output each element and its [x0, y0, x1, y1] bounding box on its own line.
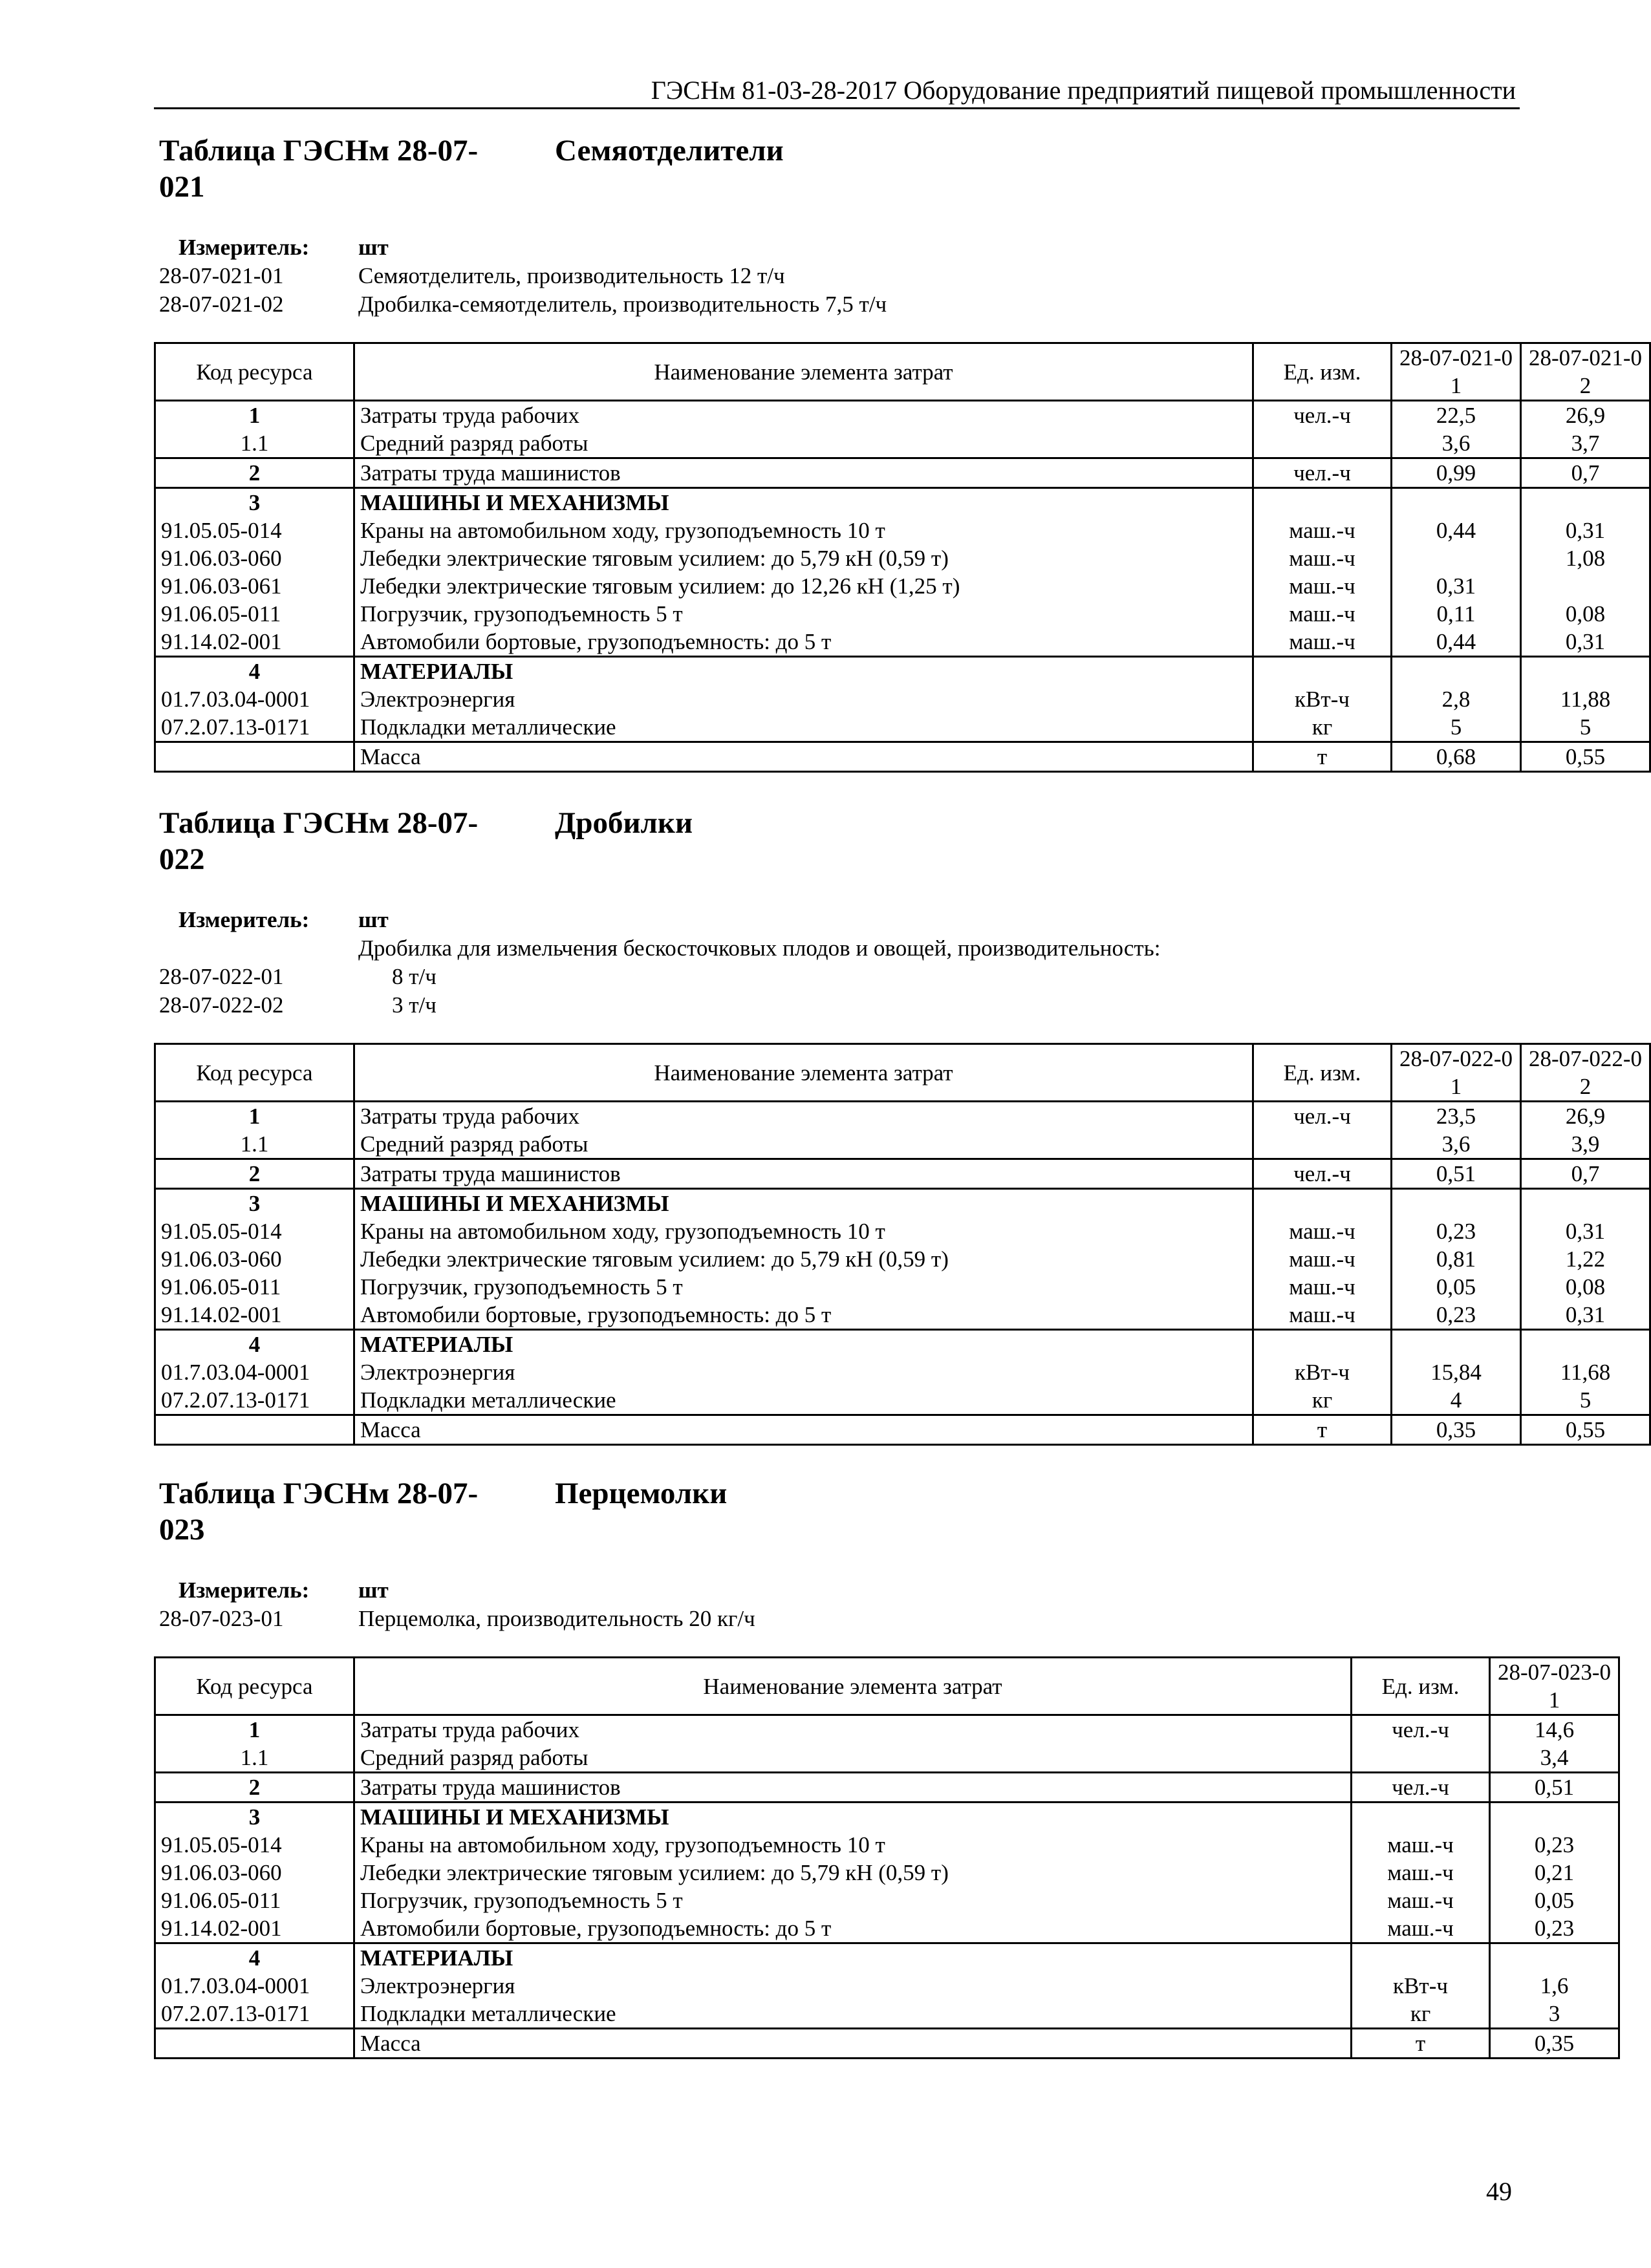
resource-code: 01.7.03.04-0001 [155, 1972, 354, 2000]
unit [1253, 657, 1392, 686]
table-row [155, 1273, 1650, 1301]
norm-section [154, 133, 1642, 773]
unit [1352, 1744, 1490, 1773]
resource-code: 4 [155, 657, 354, 686]
value [1392, 1330, 1521, 1359]
value [1521, 1189, 1650, 1218]
value [1521, 1330, 1650, 1359]
table-row [155, 1415, 1650, 1445]
value [1392, 657, 1521, 686]
value: 15,84 [1392, 1358, 1521, 1386]
unit: чел.-ч [1253, 458, 1392, 488]
cost-element-name: Краны на автомобильном ходу, грузоподъемность 10 т [354, 1217, 1253, 1245]
table-row [155, 1102, 1650, 1131]
cost-element-name: Масса [354, 2029, 1352, 2059]
value: 0,31 [1521, 628, 1650, 657]
table-name-title: Дробилки [555, 806, 693, 840]
unit: т [1253, 742, 1392, 772]
resource-code: 1.1 [155, 429, 354, 458]
unit: чел.-ч [1253, 1159, 1392, 1189]
table-row [155, 1301, 1650, 1330]
resource-code: 91.14.02-001 [155, 1914, 354, 1943]
table-row [155, 1831, 1619, 1859]
value: 26,9 [1521, 401, 1650, 430]
unit: маш.-ч [1253, 628, 1392, 657]
value: 3,4 [1490, 1744, 1619, 1773]
value: 0,23 [1392, 1217, 1521, 1245]
resource-code [155, 2029, 354, 2059]
value: 22,5 [1392, 401, 1521, 430]
unit [1253, 488, 1392, 517]
value: 0,05 [1392, 1273, 1521, 1301]
table-row [155, 1245, 1650, 1273]
table-name-title: Семяотделители [555, 134, 784, 167]
norm-item-desc: 3 т/ч [392, 992, 437, 1018]
cost-element-name: МАТЕРИАЛЫ [354, 1330, 1253, 1359]
cost-element-name: МАТЕРИАЛЫ [354, 1943, 1352, 1973]
column-header: 28-07-021-01 [1392, 343, 1521, 401]
unit [1253, 1189, 1392, 1218]
unit: маш.-ч [1253, 1217, 1392, 1245]
table-number-title: Таблица ГЭСНм 28-07-021 [159, 134, 479, 204]
unit [1253, 1130, 1392, 1159]
table-header-row [155, 1044, 1650, 1102]
value: 0,31 [1521, 517, 1650, 544]
table-row [155, 1386, 1650, 1415]
cost-element-name: Подкладки металлические [354, 1386, 1253, 1415]
value: 0,23 [1392, 1301, 1521, 1330]
resource-code: 2 [155, 1159, 354, 1189]
unit: маш.-ч [1253, 517, 1392, 544]
cost-element-name: МАТЕРИАЛЫ [354, 657, 1253, 686]
resource-code: 91.06.03-060 [155, 1245, 354, 1273]
unit: кг [1352, 2000, 1490, 2029]
resource-code: 91.14.02-001 [155, 628, 354, 657]
table-row [155, 657, 1650, 686]
value: 4 [1392, 1386, 1521, 1415]
table-row [155, 713, 1650, 742]
column-header: Код ресурса [155, 343, 354, 401]
table-row [155, 1887, 1619, 1914]
value [1392, 488, 1521, 517]
table-row [155, 458, 1650, 488]
resource-code: 3 [155, 1803, 354, 1832]
value: 0,11 [1392, 600, 1521, 628]
unit: кг [1253, 713, 1392, 742]
resource-code: 91.06.05-011 [155, 600, 354, 628]
unit: маш.-ч [1352, 1859, 1490, 1887]
cost-element-name: МАШИНЫ И МЕХАНИЗМЫ [354, 488, 1253, 517]
cost-element-name: Средний разряд работы [354, 1744, 1352, 1773]
cost-element-name: Затраты труда рабочих [354, 1715, 1352, 1744]
unit [1352, 1803, 1490, 1832]
table-number-title: Таблица ГЭСНм 28-07-023 [159, 1477, 479, 1546]
resource-code: 07.2.07.13-0171 [155, 1386, 354, 1415]
norm-item-desc: Семяотделитель, производительность 12 т/ч [358, 263, 785, 288]
value [1521, 572, 1650, 600]
table-row [155, 628, 1650, 657]
cost-element-name: Электроэнергия [354, 1972, 1352, 2000]
value: 3,6 [1392, 429, 1521, 458]
section-title [154, 1475, 1520, 1561]
value: 5 [1521, 1386, 1650, 1415]
value: 11,68 [1521, 1358, 1650, 1386]
table-row [155, 1744, 1619, 1773]
resource-code: 91.06.03-060 [155, 1859, 354, 1887]
column-header: Ед. изм. [1253, 343, 1392, 401]
resource-table [154, 1043, 1651, 1446]
resource-code: 4 [155, 1943, 354, 1973]
cost-element-name: Погрузчик, грузоподъемность 5 т [354, 1887, 1352, 1914]
unit: маш.-ч [1253, 600, 1392, 628]
unit: маш.-ч [1352, 1914, 1490, 1943]
cost-element-name: Затраты труда машинистов [354, 1773, 1352, 1803]
section-title [154, 805, 1520, 890]
resource-code: 1 [155, 401, 354, 430]
cost-element-name: Погрузчик, грузоподъемность 5 т [354, 600, 1253, 628]
value: 14,6 [1490, 1715, 1619, 1744]
resource-code: 91.05.05-014 [155, 1217, 354, 1245]
table-row [155, 1803, 1619, 1832]
table-row [155, 1972, 1619, 2000]
table-row [155, 2029, 1619, 2059]
value: 0,23 [1490, 1914, 1619, 1943]
norm-item [154, 290, 1520, 319]
norm-item [154, 963, 1520, 991]
cost-element-name: Лебедки электрические тяговым усилием: до 5,79 кН (0,59 т) [354, 544, 1253, 572]
value: 5 [1392, 713, 1521, 742]
resource-code: 91.05.05-014 [155, 1831, 354, 1859]
cost-element-name: Краны на автомобильном ходу, грузоподъемность 10 т [354, 1831, 1352, 1859]
cost-element-name: Автомобили бортовые, грузоподъемность: до 5 т [354, 1914, 1352, 1943]
table-row [155, 1859, 1619, 1887]
column-header: 28-07-022-01 [1392, 1044, 1521, 1102]
table-number-title: Таблица ГЭСНм 28-07-022 [159, 806, 479, 876]
value: 0,08 [1521, 600, 1650, 628]
cost-element-name: Затраты труда машинистов [354, 1159, 1253, 1189]
value: 2,8 [1392, 685, 1521, 713]
table-row [155, 544, 1650, 572]
table-row [155, 1715, 1619, 1744]
header-title: ГЭСНм 81-03-28-2017 Оборудование предприятий пищевой промышленности [651, 76, 1516, 105]
value: 0,7 [1521, 1159, 1650, 1189]
column-header: Код ресурса [155, 1658, 354, 1715]
column-header: 28-07-022-02 [1521, 1044, 1650, 1102]
table-row [155, 488, 1650, 517]
table-name-title: Перцемолки [555, 1477, 728, 1510]
value: 0,44 [1392, 517, 1521, 544]
meter-intro: Дробилка для измельчения бескосточковых плодов и овощей, производительность: [358, 936, 1161, 961]
value [1392, 544, 1521, 572]
unit: маш.-ч [1253, 544, 1392, 572]
unit: кг [1253, 1386, 1392, 1415]
resource-code: 1.1 [155, 1744, 354, 1773]
value: 0,08 [1521, 1273, 1650, 1301]
cost-element-name: Электроэнергия [354, 1358, 1253, 1386]
table-row [155, 600, 1650, 628]
value: 0,31 [1521, 1217, 1650, 1245]
table-row [155, 401, 1650, 430]
column-header: Ед. изм. [1253, 1044, 1392, 1102]
resource-code: 4 [155, 1330, 354, 1359]
value: 0,68 [1392, 742, 1521, 772]
cost-element-name: Подкладки металлические [354, 713, 1253, 742]
resource-code: 3 [155, 1189, 354, 1218]
unit: чел.-ч [1352, 1715, 1490, 1744]
value: 5 [1521, 713, 1650, 742]
value [1490, 1943, 1619, 1973]
cost-element-name: Автомобили бортовые, грузоподъемность: до 5 т [354, 628, 1253, 657]
cost-element-name: Лебедки электрические тяговым усилием: до 12,26 кН (1,25 т) [354, 572, 1253, 600]
unit: маш.-ч [1253, 1273, 1392, 1301]
column-header: Наименование элемента затрат [354, 1658, 1352, 1715]
value: 0,51 [1490, 1773, 1619, 1803]
meter-row [154, 906, 1520, 934]
value [1490, 1803, 1619, 1832]
unit [1352, 1943, 1490, 1973]
cost-element-name: Масса [354, 742, 1253, 772]
value: 0,35 [1392, 1415, 1521, 1445]
table-row [155, 742, 1650, 772]
norm-item [154, 991, 1520, 1020]
unit: кВт-ч [1352, 1972, 1490, 2000]
unit: кВт-ч [1253, 1358, 1392, 1386]
value: 1,08 [1521, 544, 1650, 572]
norm-item [154, 262, 1520, 290]
meter-label: Измеритель: [178, 235, 310, 260]
section-title [154, 133, 1520, 218]
value: 23,5 [1392, 1102, 1521, 1131]
cost-element-name: Затраты труда машинистов [354, 458, 1253, 488]
value: 0,81 [1392, 1245, 1521, 1273]
column-header: Код ресурса [155, 1044, 354, 1102]
resource-code: 07.2.07.13-0171 [155, 2000, 354, 2029]
meter-unit: шт [358, 907, 389, 932]
column-header: 28-07-021-02 [1521, 343, 1650, 401]
meter-unit: шт [358, 1578, 389, 1603]
column-header: 28-07-023-01 [1490, 1658, 1619, 1715]
resource-code: 91.06.03-060 [155, 544, 354, 572]
value: 3 [1490, 2000, 1619, 2029]
cost-element-name: Масса [354, 1415, 1253, 1445]
norm-item-code: 28-07-022-02 [159, 992, 284, 1018]
value [1392, 1189, 1521, 1218]
value: 3,7 [1521, 429, 1650, 458]
unit: т [1352, 2029, 1490, 2059]
value: 0,31 [1392, 572, 1521, 600]
unit: маш.-ч [1352, 1831, 1490, 1859]
resource-code: 07.2.07.13-0171 [155, 713, 354, 742]
meter-row [154, 233, 1520, 262]
resource-code: 3 [155, 488, 354, 517]
resource-code: 1 [155, 1102, 354, 1131]
cost-element-name: Средний разряд работы [354, 429, 1253, 458]
column-header: Наименование элемента затрат [354, 1044, 1253, 1102]
value: 0,51 [1392, 1159, 1521, 1189]
page-number: 49 [1486, 2177, 1512, 2206]
value: 0,55 [1521, 1415, 1650, 1445]
resource-code: 01.7.03.04-0001 [155, 685, 354, 713]
table-row [155, 685, 1650, 713]
resource-code: 91.14.02-001 [155, 1301, 354, 1330]
norm-item-desc: Перцемолка, производительность 20 кг/ч [358, 1606, 755, 1631]
value: 11,88 [1521, 685, 1650, 713]
page-header [154, 72, 1520, 109]
norm-item-desc: 8 т/ч [392, 964, 437, 989]
unit: чел.-ч [1352, 1773, 1490, 1803]
table-row [155, 1217, 1650, 1245]
unit [1253, 1330, 1392, 1359]
norm-section [154, 1475, 1611, 2059]
cost-element-name: Краны на автомобильном ходу, грузоподъемность 10 т [354, 517, 1253, 544]
resource-table [154, 342, 1651, 773]
meter-row [154, 1576, 1520, 1605]
norm-section [154, 805, 1642, 1446]
cost-element-name: МАШИНЫ И МЕХАНИЗМЫ [354, 1803, 1352, 1832]
table-header-row [155, 343, 1650, 401]
unit: маш.-ч [1253, 572, 1392, 600]
table-row [155, 1914, 1619, 1943]
value: 1,6 [1490, 1972, 1619, 2000]
value: 0,21 [1490, 1859, 1619, 1887]
value: 0,35 [1490, 2029, 1619, 2059]
resource-code: 91.06.03-061 [155, 572, 354, 600]
table-row [155, 1130, 1650, 1159]
value [1521, 488, 1650, 517]
norm-item-code: 28-07-021-02 [159, 292, 284, 317]
norm-item-desc: Дробилка-семяотделитель, производительность 7,5 т/ч [358, 292, 887, 317]
meter-block [154, 906, 1520, 1020]
unit: чел.-ч [1253, 401, 1392, 430]
resource-code: 2 [155, 1773, 354, 1803]
value: 0,05 [1490, 1887, 1619, 1914]
table-row [155, 1773, 1619, 1803]
table-row [155, 1189, 1650, 1218]
cost-element-name: Погрузчик, грузоподъемность 5 т [354, 1273, 1253, 1301]
unit: маш.-ч [1352, 1887, 1490, 1914]
table-row [155, 1159, 1650, 1189]
table-row [155, 517, 1650, 544]
value: 0,7 [1521, 458, 1650, 488]
cost-element-name: Лебедки электрические тяговым усилием: до 5,79 кН (0,59 т) [354, 1859, 1352, 1887]
cost-element-name: МАШИНЫ И МЕХАНИЗМЫ [354, 1189, 1253, 1218]
table-row [155, 429, 1650, 458]
table-row [155, 572, 1650, 600]
table-row [155, 1358, 1650, 1386]
meter-block [154, 233, 1520, 319]
unit: кВт-ч [1253, 685, 1392, 713]
meter-label: Измеритель: [178, 1578, 310, 1603]
resource-code [155, 742, 354, 772]
unit: маш.-ч [1253, 1301, 1392, 1330]
resource-code: 1.1 [155, 1130, 354, 1159]
value: 1,22 [1521, 1245, 1650, 1273]
cost-element-name: Подкладки металлические [354, 2000, 1352, 2029]
value: 0,44 [1392, 628, 1521, 657]
value [1521, 657, 1650, 686]
resource-code: 91.06.05-011 [155, 1273, 354, 1301]
resource-table [154, 1656, 1620, 2059]
cost-element-name: Электроэнергия [354, 685, 1253, 713]
cost-element-name: Средний разряд работы [354, 1130, 1253, 1159]
cost-element-name: Лебедки электрические тяговым усилием: до 5,79 кН (0,59 т) [354, 1245, 1253, 1273]
resource-code: 91.05.05-014 [155, 517, 354, 544]
unit [1253, 429, 1392, 458]
resource-code: 2 [155, 458, 354, 488]
meter-label: Измеритель: [178, 907, 310, 932]
resource-code: 91.06.05-011 [155, 1887, 354, 1914]
table-row [155, 1943, 1619, 1973]
meter-unit: шт [358, 235, 389, 260]
cost-element-name: Затраты труда рабочих [354, 1102, 1253, 1131]
cost-element-name: Затраты труда рабочих [354, 401, 1253, 430]
value: 0,23 [1490, 1831, 1619, 1859]
norm-item-code: 28-07-022-01 [159, 964, 284, 989]
resource-code [155, 1415, 354, 1445]
resource-code: 1 [155, 1715, 354, 1744]
table-header-row [155, 1658, 1619, 1715]
table-row [155, 2000, 1619, 2029]
meter-block [154, 1576, 1520, 1633]
value: 3,9 [1521, 1130, 1650, 1159]
norm-item-code: 28-07-023-01 [159, 1606, 284, 1631]
norm-item [154, 1605, 1520, 1633]
value: 0,55 [1521, 742, 1650, 772]
column-header: Ед. изм. [1352, 1658, 1490, 1715]
value: 0,99 [1392, 458, 1521, 488]
value: 0,31 [1521, 1301, 1650, 1330]
meter-intro-row [154, 934, 1520, 963]
resource-code: 01.7.03.04-0001 [155, 1358, 354, 1386]
norm-item-code: 28-07-021-01 [159, 263, 284, 288]
value: 3,6 [1392, 1130, 1521, 1159]
unit: т [1253, 1415, 1392, 1445]
value: 26,9 [1521, 1102, 1650, 1131]
unit: чел.-ч [1253, 1102, 1392, 1131]
table-row [155, 1330, 1650, 1359]
column-header: Наименование элемента затрат [354, 343, 1253, 401]
unit: маш.-ч [1253, 1245, 1392, 1273]
cost-element-name: Автомобили бортовые, грузоподъемность: до 5 т [354, 1301, 1253, 1330]
